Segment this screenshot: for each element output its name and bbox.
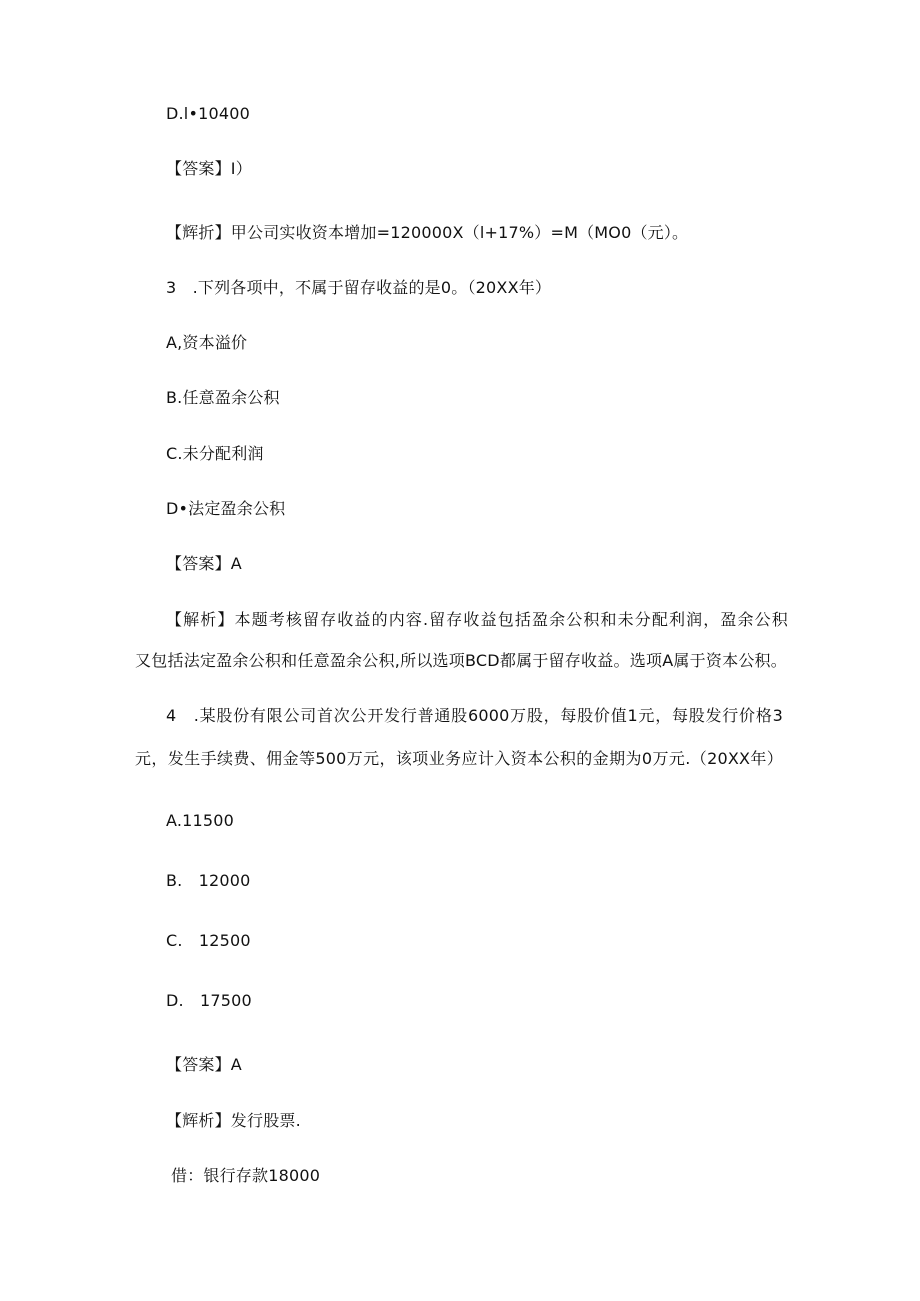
journal-entry-debit: 借：银行存款18000 <box>171 1166 321 1185</box>
question-3: 3 .下列各项中，不属于留存收益的是0。（20XX年） <box>166 278 552 297</box>
explanation-q2: 【辉折】甲公司实收资本增加=120000X（l+17%）=M（MO0（元）。 <box>166 223 689 242</box>
option-c-q3: C.未分配利润 <box>166 444 264 463</box>
option-a-q3: A,资本溢价 <box>166 333 248 352</box>
option-d-q2: D.l•10400 <box>166 104 250 123</box>
explanation-q3-line-2: 又包括法定盈余公积和任意盈余公积,所以选项BCD都属于留存收益。选项A属于资本公积。 <box>135 651 787 670</box>
option-c-q4: C. 12500 <box>166 931 251 950</box>
question-4-line-2: 元，发生手续费、佣金等500万元，该项业务应计入资本公积的金期为0万元.（20XX年） <box>135 749 783 768</box>
answer-q4: 【答案】A <box>166 1055 242 1074</box>
explanation-q3-line-1: 【解析】本题考核留存收益的内容.留存收益包括盈余公积和未分配利润，盈余公积 <box>166 610 788 629</box>
answer-q2: 【答案】I） <box>166 159 252 178</box>
option-a-q4: A.11500 <box>166 811 235 830</box>
option-b-q4: B. 12000 <box>166 871 251 890</box>
option-d-q4: D. 17500 <box>166 991 252 1010</box>
option-b-q3: B.任意盈余公积 <box>166 388 280 407</box>
answer-q3: 【答案】A <box>166 554 242 573</box>
question-4-line-1: 4 .某股份有限公司首次公开发行普通股6000万股，每股价值1元，每股发行价格3 <box>166 706 783 725</box>
option-d-q3: D•法定盈余公积 <box>166 499 286 518</box>
explanation-q4: 【辉析】发行股票. <box>166 1111 301 1130</box>
